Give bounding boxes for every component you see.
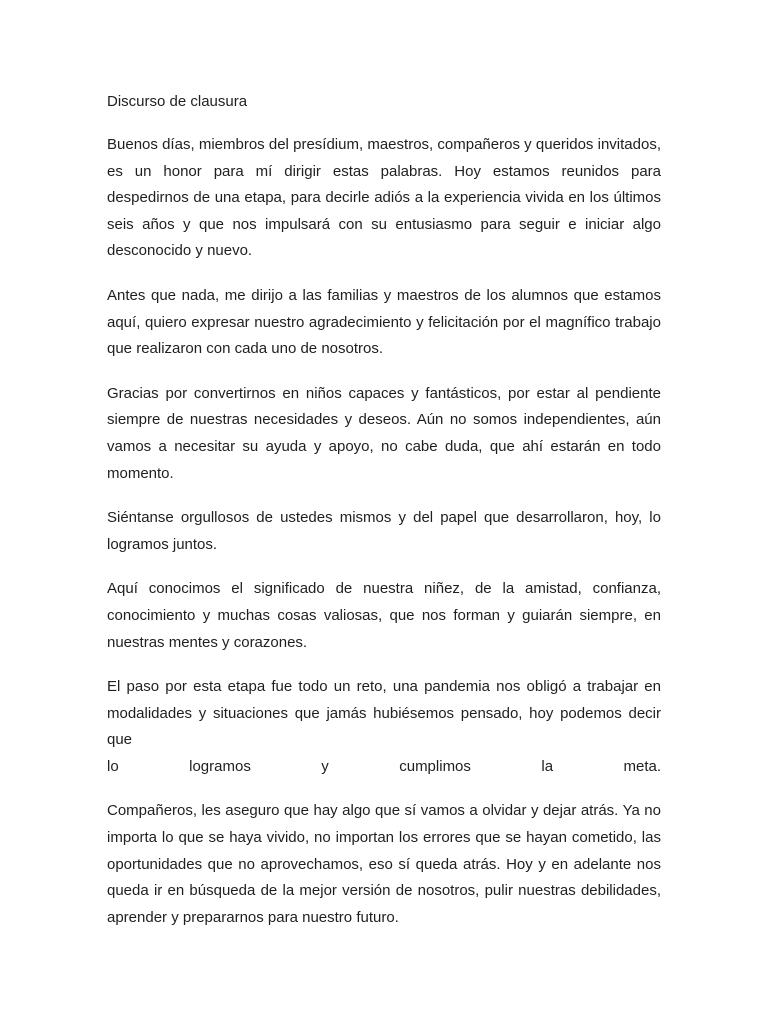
paragraph-greeting: Buenos días, miembros del presídium, maestros, compañeros y queridos invitados, es un honor para mí dirigir estas palabras. Hoy estamos reunidos para despedirnos de una etapa, para decirle adiós a la experiencia vivida en los últimos seis años y que nos impulsará con su entusiasmo para seguir e iniciar algo desconocido y nuevo. <box>107 136 661 260</box>
document-title: Discurso de clausura <box>107 93 248 110</box>
document-body <box>107 89 661 931</box>
paragraph-classmates: Compañeros, les aseguro que hay algo que sí vamos a olvidar y dejar atrás. Ya no importa lo que se haya vivido, no importan los errores que se hayan cometido, las oportunidades que no aprovechamos, eso sí queda atrás. Hoy y en adelante nos queda ir en búsqueda de la mejor versión de nosotros, pulir nuestras debilidades, aprender y prepararnos para nuestro futuro. <box>107 802 661 926</box>
paragraph-pride: Siéntanse orgullosos de ustedes mismos y del papel que desarrollaron, hoy, lo logramos juntos. <box>107 509 661 553</box>
paragraph-childhood: Aquí conocimos el significado de nuestra niñez, de la amistad, confianza, conocimiento y muchas cosas valiosas, que nos forman y guiarán siempre, en nuestras mentes y corazones. <box>107 580 661 651</box>
paragraph-pandemic-text: El paso por esta etapa fue todo un reto, una pandemia nos obligó a trabajar en modalidades y situaciones que jamás hubiésemos pensado, hoy podemos decir que <box>107 678 661 749</box>
paragraph-pandemic <box>107 674 661 780</box>
paragraph-pandemic-last-line: lo logramos y cumplimos la meta. <box>107 757 661 775</box>
paragraph-gratitude: Gracias por convertirnos en niños capaces y fantásticos, por estar al pendiente siempre de nuestras necesidades y deseos. Aún no somos independientes, aún vamos a necesitar su ayuda y apoyo, no cabe duda, que ahí estarán en todo momento. <box>107 384 661 482</box>
paragraph-families-thanks: Antes que nada, me dirijo a las familias y maestros de los alumnos que estamos aquí, quiero expresar nuestro agradecimiento y felicitación por el magnífico trabajo que realizaron con cada uno de nosotros. <box>107 286 661 358</box>
